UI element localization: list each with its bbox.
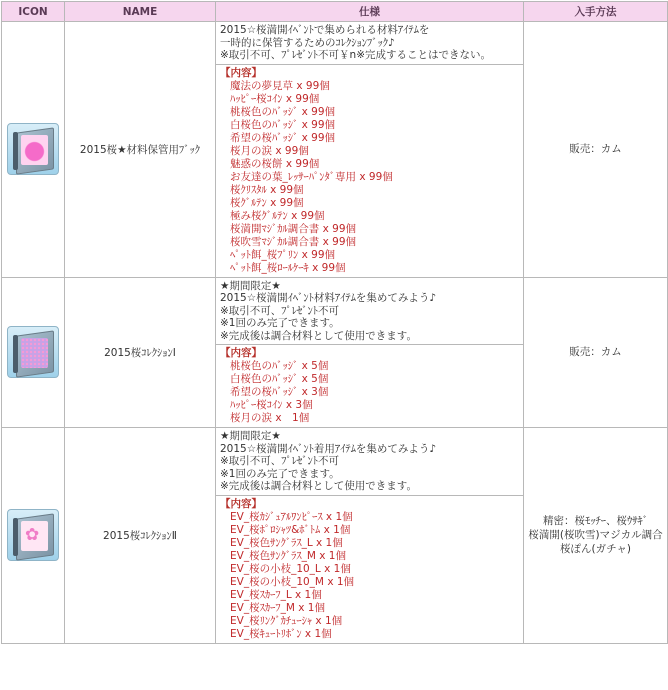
material-item: 白桜色のﾊﾞｯｼﾞ x 99個	[230, 118, 335, 131]
pink-polka-book-icon	[7, 326, 59, 378]
spec-line: ※取引不可、ﾌﾟﾚｾﾞﾝﾄ不可	[220, 455, 340, 467]
spec-contents	[216, 345, 523, 427]
obtain-cell	[524, 277, 668, 428]
material-item: お友達の葉_ﾚｯｻｰﾊﾟﾝﾀﾞ専用 x 99個	[230, 170, 393, 183]
spec-line: 2015☆桜満開ｲﾍﾞﾝﾄ材料ｱｲﾃﾑを集めてみよう♪	[220, 292, 437, 304]
table-row	[2, 22, 668, 278]
material-item: EV_桜色ｻﾝｸﾞﾗｽ_L x 1個	[230, 536, 343, 549]
material-item: 桜月の涙 x 99個	[230, 144, 309, 157]
spec-line: ※1回のみ完了できます。	[220, 467, 340, 480]
material-item: ﾍﾟｯﾄ餌_桜ﾛｰﾙｹｰｷ x 99個	[230, 261, 346, 274]
obtain-cell	[524, 428, 668, 644]
obtain-method: 販売：カム	[569, 143, 622, 156]
spec-description	[216, 278, 523, 346]
material-item: 桜満開ﾏｼﾞｶﾙ調合書 x 99個	[230, 222, 356, 235]
obtain-method: 桜ぽん(ガチャ)	[560, 543, 631, 556]
sakura-flower-book-icon: ✿	[7, 509, 59, 561]
header-name: NAME	[65, 2, 216, 22]
item-name: 2015桜ｺﾚｸｼｮﾝⅠ	[65, 277, 216, 428]
spec-line: ★期間限定★	[220, 279, 281, 292]
material-item: 希望の桜ﾊﾞｯｼﾞ x 3個	[230, 386, 329, 398]
material-item: ﾍﾟｯﾄ餌_桜ﾌﾟﾘﾝ x 99個	[230, 248, 335, 261]
spec-cell	[216, 428, 524, 644]
contents-label: 【内容】	[220, 497, 262, 510]
header-icon: ICON	[2, 2, 65, 22]
obtain-method: 販売：カム	[569, 346, 622, 359]
spec-line: 2015☆桜満開ｲﾍﾞﾝﾄで集められる材料ｱｲﾃﾑを	[220, 24, 430, 36]
obtain-cell	[524, 22, 668, 278]
material-item: 魔法の夢見草 x 99個	[230, 79, 330, 92]
spec-line: 2015☆桜満開ｲﾍﾞﾝﾄ着用ｱｲﾃﾑを集めてみよう♪	[220, 442, 437, 455]
icon-cell	[2, 22, 65, 278]
material-item: EV_桜ｷｭｰﾄﾘﾎﾞﾝ x 1個	[230, 627, 332, 640]
spec-line: ※完成後は調合材料として使用できます。	[220, 329, 417, 342]
header-spec: 仕様	[216, 2, 524, 22]
icon-cell	[2, 428, 65, 644]
icon-cell	[2, 277, 65, 428]
items-table	[1, 1, 668, 644]
spec-cell	[216, 277, 524, 428]
item-name: 2015桜★材料保管用ﾌﾞｯｸ	[65, 22, 216, 278]
material-item: 極み桜ｸﾞﾙﾃﾝ x 99個	[230, 209, 325, 222]
spec-line: 一時的に保管するためのｺﾚｸｼｮﾝﾌﾞｯｸ♪	[220, 36, 395, 49]
spec-cell	[216, 22, 524, 278]
contents-label: 【内容】	[220, 347, 262, 359]
item-name: 2015桜ｺﾚｸｼｮﾝⅡ	[65, 428, 216, 644]
contents-label: 【内容】	[220, 66, 262, 79]
material-item: 魅惑の桜餅 x 99個	[230, 157, 320, 170]
material-item: 桜ｸﾘｽﾀﾙ x 99個	[230, 183, 304, 196]
obtain-method: 桜満開(桜吹雪)マジカル調合	[528, 529, 663, 542]
material-item: 白桜色のﾊﾞｯｼﾞ x 5個	[230, 373, 329, 385]
pink-flower-book-icon	[7, 123, 59, 175]
material-item: 桜ｸﾞﾙﾃﾝ x 99個	[230, 196, 304, 209]
spec-line: ※取引不可、ﾌﾟﾚｾﾞﾝﾄ不可￥n※完成することはできない。	[220, 49, 491, 61]
material-item: EV_桜色ｻﾝｸﾞﾗｽ_M x 1個	[230, 549, 346, 562]
spec-description	[216, 428, 523, 496]
material-item: ﾊｯﾋﾟｰ桜ｺｲﾝ x 3個	[230, 399, 313, 411]
material-item: 桃桜色のﾊﾞｯｼﾞ x 99個	[230, 105, 335, 118]
material-item: EV_桜ｶｼﾞｭｱﾙﾜﾝﾋﾟｰｽ x 1個	[230, 510, 353, 523]
spec-line: ※取引不可、ﾌﾟﾚｾﾞﾝﾄ不可	[220, 304, 340, 317]
material-item: EV_桜ｽｶｰﾌ_M x 1個	[230, 601, 325, 614]
obtain-method: 精密：桜ﾓｯﾁｰ、桜ｳｻｷﾞ	[543, 515, 648, 528]
material-item: 桜吹雪ﾏｼﾞｶﾙ調合書 x 99個	[230, 235, 356, 248]
spec-description	[216, 22, 523, 65]
spec-contents	[216, 65, 523, 277]
material-item: EV_桜ﾎﾟﾛｼｬﾂ&ﾎﾞﾄﾑ x 1個	[230, 523, 351, 536]
material-item: 桃桜色のﾊﾞｯｼﾞ x 5個	[230, 360, 329, 372]
spec-line: ※1回のみ完了できます。	[220, 317, 340, 329]
material-item: 希望の桜ﾊﾞｯｼﾞ x 99個	[230, 131, 335, 144]
material-item: EV_桜ｽｶｰﾌ_L x 1個	[230, 588, 322, 601]
table-row	[2, 277, 668, 428]
table-row	[2, 428, 668, 644]
header-row	[2, 2, 668, 22]
spec-line: ※完成後は調合材料として使用できます。	[220, 480, 417, 492]
spec-contents	[216, 496, 523, 643]
material-item: 桜月の涙 x 1個	[230, 412, 310, 424]
material-item: EV_桜ﾘﾝｸﾞｶﾁｭｰｼｬ x 1個	[230, 614, 343, 627]
material-item: EV_桜の小枝_10_M x 1個	[230, 575, 355, 588]
material-item: ﾊｯﾋﾟｰ桜ｺｲﾝ x 99個	[230, 92, 320, 105]
material-item: EV_桜の小枝_10_L x 1個	[230, 562, 351, 575]
header-obtain: 入手方法	[524, 2, 668, 22]
spec-line: ★期間限定★	[220, 430, 281, 442]
